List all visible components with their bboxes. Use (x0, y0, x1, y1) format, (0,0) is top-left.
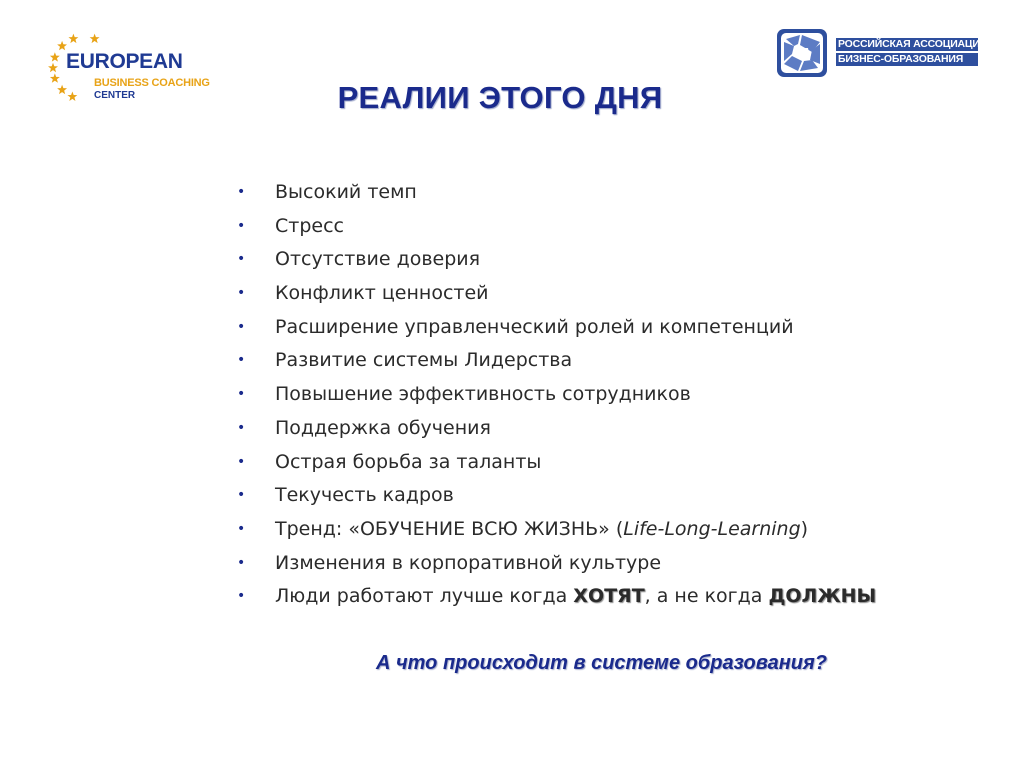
list-item-text: Поддержка обучения (275, 416, 491, 439)
bullet-icon: • (237, 588, 246, 605)
association-name-line2: БИЗНЕС-ОБРАЗОВАНИЯ (836, 53, 978, 66)
bullet-icon: • (237, 453, 246, 470)
bullet-icon: • (237, 487, 246, 504)
logo-text-center: CENTER (94, 90, 136, 101)
bullet-icon: • (237, 251, 246, 268)
list-item-text: Отсутствие доверия (275, 248, 481, 271)
list-item-text: Стресс (275, 214, 344, 237)
star-icon (48, 63, 58, 72)
list-item-text: Изменения в корпоративной культуре (275, 551, 662, 574)
trend-text-italic: Life-Long-Learning (623, 517, 801, 540)
emphasis-want: ХОТЯТ (573, 585, 645, 608)
list-item-text: Повышение эффективность сотрудников (275, 383, 691, 406)
motivation-text-prefix: Люди работают лучше когда (275, 585, 574, 608)
bullet-list (236, 176, 876, 614)
list-item (236, 479, 876, 513)
star-icon (90, 34, 100, 43)
page-title: РЕАЛИИ ЭТОГО ДНЯ (337, 80, 663, 115)
association-name-line1: РОССИЙСКАЯ АССОЦИАЦИЯ (838, 38, 988, 50)
star-icon (57, 41, 67, 50)
list-item-trend (236, 513, 876, 547)
bullet-icon: • (237, 554, 246, 571)
list-item (236, 412, 876, 446)
aperture-logo-icon (776, 28, 828, 78)
list-item (236, 547, 876, 581)
star-icon (50, 52, 60, 61)
list-item-text: Расширение управленческий ролей и компетенций (275, 315, 794, 338)
list-item-text: Текучесть кадров (275, 484, 454, 507)
list-item-motivation (236, 580, 876, 614)
trend-text-prefix: Тренд: «ОБУЧЕНИЕ ВСЮ ЖИЗНЬ» ( (275, 517, 624, 540)
closing-question: А что происходит в системе образования? (376, 652, 827, 674)
bullet-icon: • (237, 285, 246, 302)
list-item (236, 176, 876, 210)
motivation-text-middle: , а не когда (644, 585, 769, 608)
logo-text-european: EUROPEAN (66, 50, 183, 73)
list-item-text: Конфликт ценностей (275, 282, 489, 305)
bullet-icon: • (237, 419, 246, 436)
russian-association-logo (776, 28, 986, 80)
list-item (236, 311, 876, 345)
bullet-icon: • (237, 217, 246, 234)
bullet-icon: • (237, 184, 246, 200)
list-item (236, 243, 876, 277)
emphasis-must: ДОЛЖНЫ (768, 585, 877, 608)
list-item-text: Острая борьба за таланты (275, 450, 542, 473)
trend-text-suffix: ) (800, 517, 809, 540)
star-icon (68, 34, 78, 43)
list-item (236, 277, 876, 311)
bullet-icon: • (237, 386, 246, 403)
logo-text-business-coaching: BUSINESS COACHING (94, 77, 210, 89)
bullet-icon: • (237, 352, 246, 369)
list-item (236, 378, 876, 412)
bullet-icon: • (237, 318, 246, 335)
list-item (236, 210, 876, 244)
bullet-icon: • (237, 520, 246, 537)
list-item-text: Развитие системы Лидерства (275, 349, 573, 372)
list-item (236, 344, 876, 378)
list-item (236, 446, 876, 480)
list-item-text: Высокий темп (275, 181, 417, 203)
